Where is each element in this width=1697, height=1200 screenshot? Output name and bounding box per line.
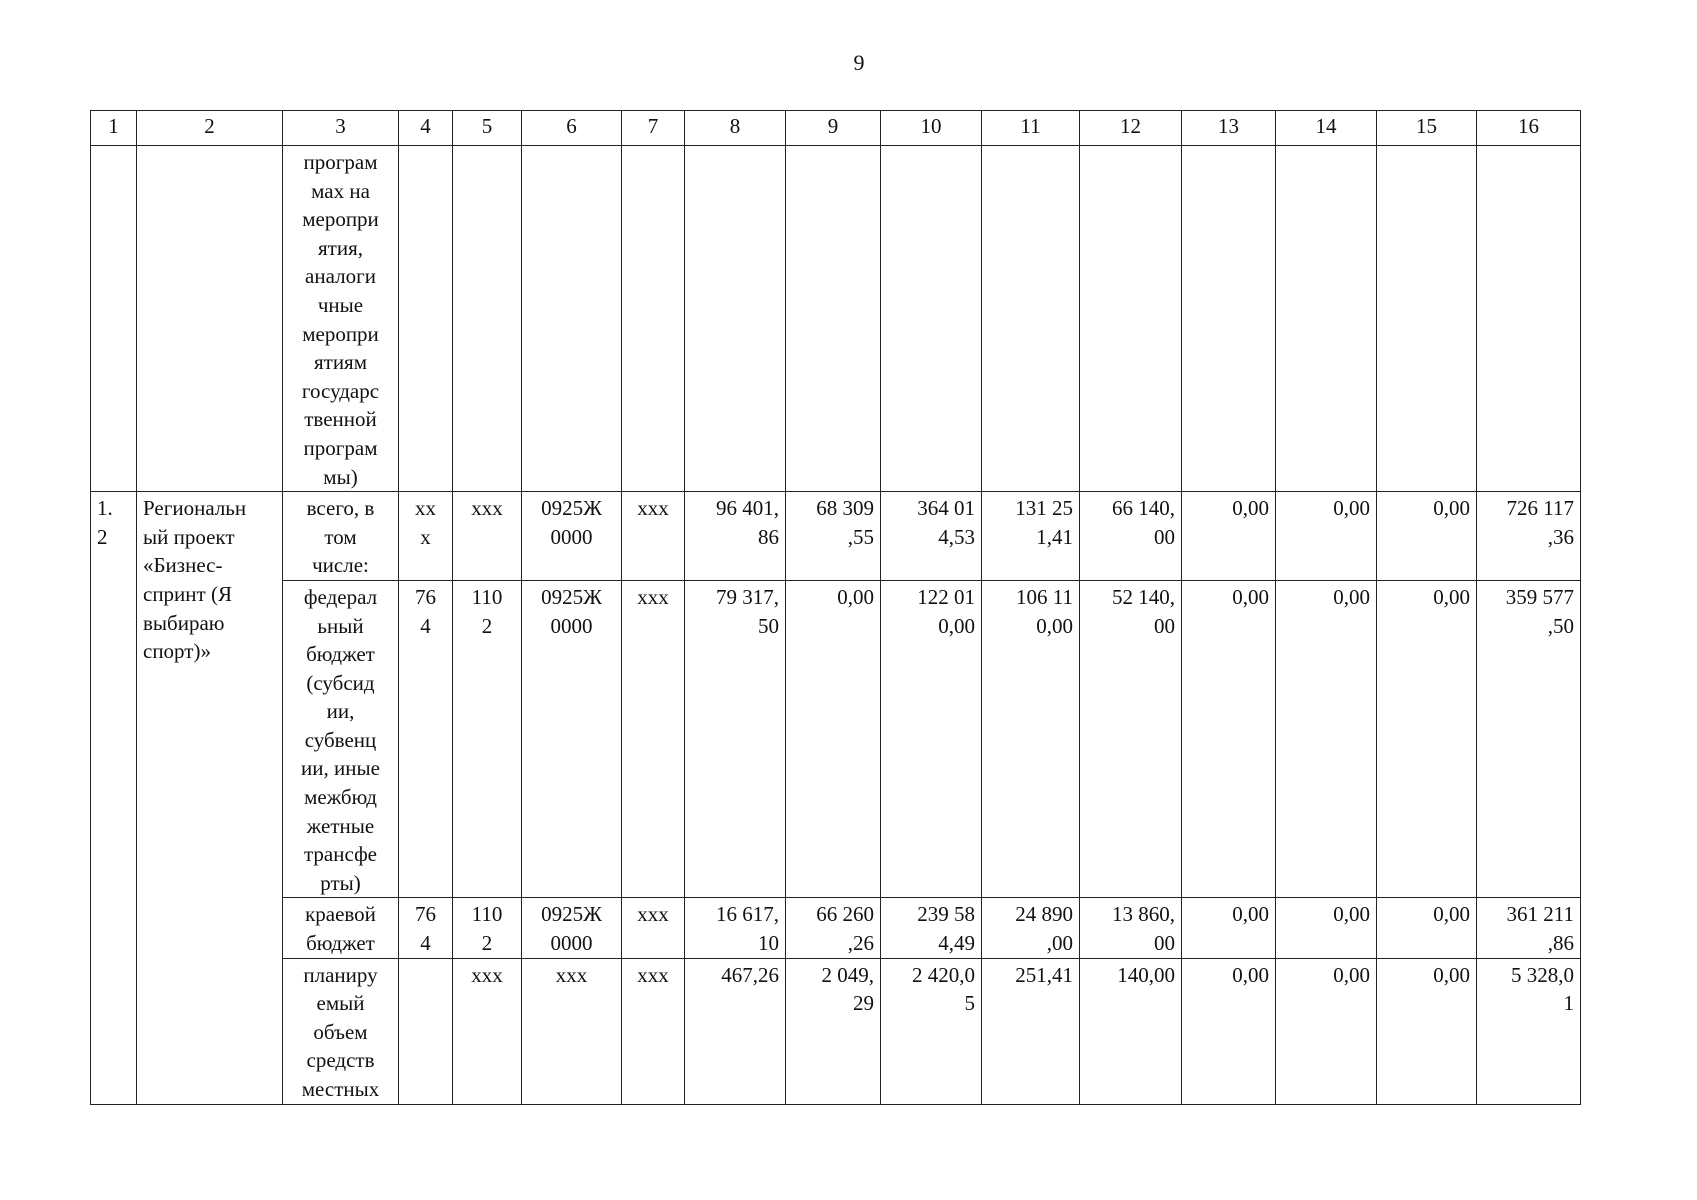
table-cell bbox=[1080, 146, 1182, 492]
table-cell: 13 860, 00 bbox=[1080, 898, 1182, 958]
table-cell: ххх bbox=[622, 580, 685, 898]
column-header: 10 bbox=[881, 111, 982, 146]
column-header: 13 bbox=[1182, 111, 1276, 146]
table-cell: 122 01 0,00 bbox=[881, 580, 982, 898]
table-cell: 0,00 bbox=[1276, 492, 1377, 581]
table-cell: 0,00 bbox=[1377, 898, 1477, 958]
funding-source-cell: краевой бюджет bbox=[283, 898, 399, 958]
table-cell bbox=[1377, 146, 1477, 492]
column-header: 3 bbox=[283, 111, 399, 146]
table-cell bbox=[1477, 146, 1581, 492]
column-header: 6 bbox=[522, 111, 622, 146]
table-cell: ххх bbox=[453, 958, 522, 1104]
table-cell: 106 11 0,00 bbox=[982, 580, 1080, 898]
table-cell: 0,00 bbox=[1276, 580, 1377, 898]
table-cell: 76 4 bbox=[399, 580, 453, 898]
funding-source-cell: всего, в том числе: bbox=[283, 492, 399, 581]
column-header: 11 bbox=[982, 111, 1080, 146]
table-cell: 0,00 bbox=[1182, 580, 1276, 898]
funding-source-cell: програм мах на меропри ятия, аналоги чные меропри ятиям государс твенной програм мы) bbox=[283, 146, 399, 492]
column-header: 9 bbox=[786, 111, 881, 146]
table-cell: 0925Ж 0000 bbox=[522, 580, 622, 898]
table-cell: 0925Ж 0000 bbox=[522, 492, 622, 581]
column-header: 1 bbox=[91, 111, 137, 146]
table-cell bbox=[881, 146, 982, 492]
table-cell: 5 328,0 1 bbox=[1477, 958, 1581, 1104]
table-cell: 364 01 4,53 bbox=[881, 492, 982, 581]
table-cell: 140,00 bbox=[1080, 958, 1182, 1104]
table-cell bbox=[453, 146, 522, 492]
table-cell: 467,26 bbox=[685, 958, 786, 1104]
table-cell: 0,00 bbox=[1182, 898, 1276, 958]
table-cell bbox=[622, 146, 685, 492]
project-name-cell: Региональн ый проект «Бизнес- спринт (Я выбираю спорт)» bbox=[137, 492, 283, 1104]
table-cell: 2 049, 29 bbox=[786, 958, 881, 1104]
column-header: 5 bbox=[453, 111, 522, 146]
column-header: 12 bbox=[1080, 111, 1182, 146]
table-cell: 24 890 ,00 bbox=[982, 898, 1080, 958]
table-cell bbox=[982, 146, 1080, 492]
table-cell: 0,00 bbox=[1377, 958, 1477, 1104]
table-cell bbox=[399, 146, 453, 492]
table-cell bbox=[685, 146, 786, 492]
table-cell: хх х bbox=[399, 492, 453, 581]
table-cell: 0,00 bbox=[1276, 958, 1377, 1104]
table-row-regional bbox=[91, 898, 1581, 958]
table-cell: 726 117 ,36 bbox=[1477, 492, 1581, 581]
column-header: 16 bbox=[1477, 111, 1581, 146]
table-cell: 359 577 ,50 bbox=[1477, 580, 1581, 898]
table-cell: ххх bbox=[453, 492, 522, 581]
column-header: 7 bbox=[622, 111, 685, 146]
table-cell: 0,00 bbox=[786, 580, 881, 898]
header-row bbox=[91, 111, 1581, 146]
column-header: 14 bbox=[1276, 111, 1377, 146]
table-cell: 66 140, 00 bbox=[1080, 492, 1182, 581]
table-cell: ххх bbox=[622, 958, 685, 1104]
table-cell: 239 58 4,49 bbox=[881, 898, 982, 958]
table-cell: 361 211 ,86 bbox=[1477, 898, 1581, 958]
column-header: 4 bbox=[399, 111, 453, 146]
table-cell: 251,41 bbox=[982, 958, 1080, 1104]
table-cell: ххх bbox=[622, 898, 685, 958]
table-cell: 16 617, 10 bbox=[685, 898, 786, 958]
row-number-cell bbox=[91, 146, 137, 492]
table-cell: ххх bbox=[622, 492, 685, 581]
table-cell: 110 2 bbox=[453, 898, 522, 958]
table-cell bbox=[399, 958, 453, 1104]
table-cell: 2 420,0 5 bbox=[881, 958, 982, 1104]
table-cell: 131 25 1,41 bbox=[982, 492, 1080, 581]
table-cell bbox=[786, 146, 881, 492]
page-number: 9 bbox=[853, 50, 865, 75]
table-cell: 79 317, 50 bbox=[685, 580, 786, 898]
table-row-total bbox=[91, 492, 1581, 581]
table-cell: ххх bbox=[522, 958, 622, 1104]
funding-source-cell: планиру емый объем средств местных bbox=[283, 958, 399, 1104]
project-name-cell bbox=[137, 146, 283, 492]
table-cell: 110 2 bbox=[453, 580, 522, 898]
table-row-federal bbox=[91, 580, 1581, 898]
table-cell: 0,00 bbox=[1182, 958, 1276, 1104]
table-cell bbox=[1182, 146, 1276, 492]
budget-table bbox=[90, 110, 1581, 1105]
row-number-cell: 1. 2 bbox=[91, 492, 137, 1104]
table-cell bbox=[522, 146, 622, 492]
funding-source-cell: федерал ьный бюджет (субсид ии, субвенц ии, иные межбюд жетные трансфе рты) bbox=[283, 580, 399, 898]
column-header: 2 bbox=[137, 111, 283, 146]
table-row-local bbox=[91, 958, 1581, 1104]
table-cell: 0,00 bbox=[1377, 580, 1477, 898]
column-header: 8 bbox=[685, 111, 786, 146]
column-header: 15 bbox=[1377, 111, 1477, 146]
table-cell: 0925Ж 0000 bbox=[522, 898, 622, 958]
table-cell: 76 4 bbox=[399, 898, 453, 958]
table-cell: 96 401, 86 bbox=[685, 492, 786, 581]
table-cell bbox=[1276, 146, 1377, 492]
table-cell: 0,00 bbox=[1182, 492, 1276, 581]
table-cell: 0,00 bbox=[1276, 898, 1377, 958]
table-cell: 52 140, 00 bbox=[1080, 580, 1182, 898]
table-row-continued bbox=[91, 146, 1581, 492]
table-cell: 66 260 ,26 bbox=[786, 898, 881, 958]
table-cell: 0,00 bbox=[1377, 492, 1477, 581]
table-cell: 68 309 ,55 bbox=[786, 492, 881, 581]
